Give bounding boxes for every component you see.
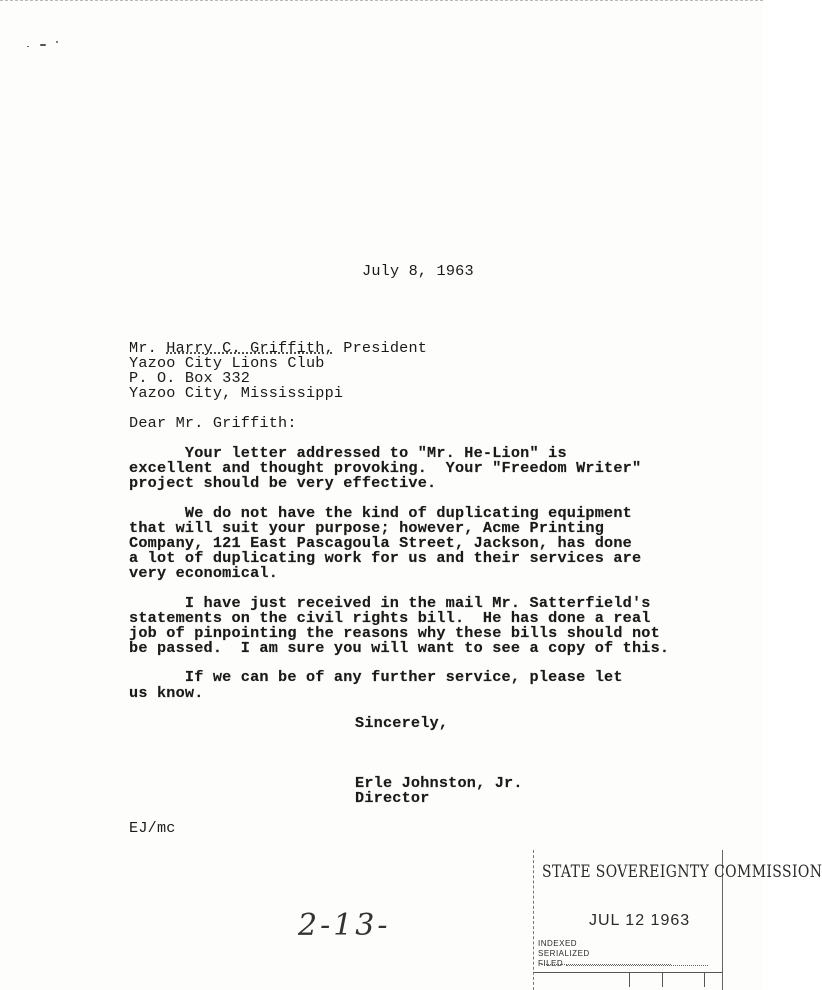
- paragraph-1-line-3: project should be very effective.: [129, 474, 437, 492]
- stamp-row-label: SERIALIZED: [538, 949, 590, 958]
- commission-received-stamp: [533, 850, 822, 990]
- handwritten-file-number: 2-13-: [298, 908, 391, 943]
- typist-initials: EJ/mc: [129, 819, 176, 837]
- paragraph-2-line-3: Company, 121 East Pascagoula Street, Jackson, has done: [129, 534, 632, 552]
- recipient-name: Harry C. Griffith,: [166, 339, 334, 357]
- stamp-row-indexed: [538, 939, 577, 948]
- stamp-date: JUL 12 1963: [589, 912, 691, 929]
- paragraph-2-line-1: We do not have the kind of duplicating equipment: [129, 504, 632, 522]
- recipient-title: President: [343, 339, 428, 357]
- paragraph-2-line-4: a lot of duplicating work for us and their services are: [129, 549, 642, 567]
- scan-speck: [27, 46, 29, 47]
- paragraph-4-line-1: If we can be of any further service, please let: [129, 668, 623, 686]
- stamp-row-label: INDEXED: [538, 939, 578, 948]
- page-top-edge: [0, 0, 763, 3]
- paragraph-3-line-2: statements on the civil rights bill. He has done a real: [129, 609, 651, 627]
- salutation: Dear Mr. Griffith:: [129, 414, 297, 432]
- letter-date: July 8, 1963: [362, 262, 474, 280]
- paragraph-1-line-2: excellent and thought provoking. Your "Freedom Writer": [129, 459, 642, 477]
- stamp-row-dotted-line: [566, 965, 708, 966]
- stamp-title: STATE SOVEREIGNTY COMMISSION: [542, 862, 822, 882]
- stamp-ruler: [534, 972, 722, 985]
- stamp-row-label: FILED: [538, 959, 564, 968]
- recipient-organization: Yazoo City Lions Club: [129, 354, 325, 372]
- scan-speck: [56, 41, 58, 43]
- paragraph-4-line-2: us know.: [129, 684, 204, 702]
- paragraph-3-line-1: I have just received in the mail Mr. Satterfield's: [129, 594, 651, 612]
- recipient-po-box: P. O. Box 332: [129, 369, 251, 387]
- paragraph-2-line-2: that will suit your purpose; however, Acme Printing: [129, 519, 605, 537]
- recipient-city: Yazoo City, Mississippi: [129, 384, 344, 402]
- scan-speck: [40, 44, 46, 46]
- signer-name: Erle Johnston, Jr.: [355, 774, 523, 792]
- closing: Sincerely,: [355, 714, 449, 732]
- paragraph-3-line-4: be passed. I am sure you will want to see a copy of this.: [129, 639, 670, 657]
- paragraph-1-line-1: Your letter addressed to "Mr. He-Lion" is: [129, 444, 567, 462]
- stamp-row-filed: [538, 959, 708, 968]
- signer-title: Director: [355, 789, 430, 807]
- recipient-prefix: Mr.: [129, 339, 157, 357]
- paragraph-2-line-5: very economical.: [129, 564, 279, 582]
- paragraph-3-line-3: job of pinpointing the reasons why these bills should not: [129, 624, 660, 642]
